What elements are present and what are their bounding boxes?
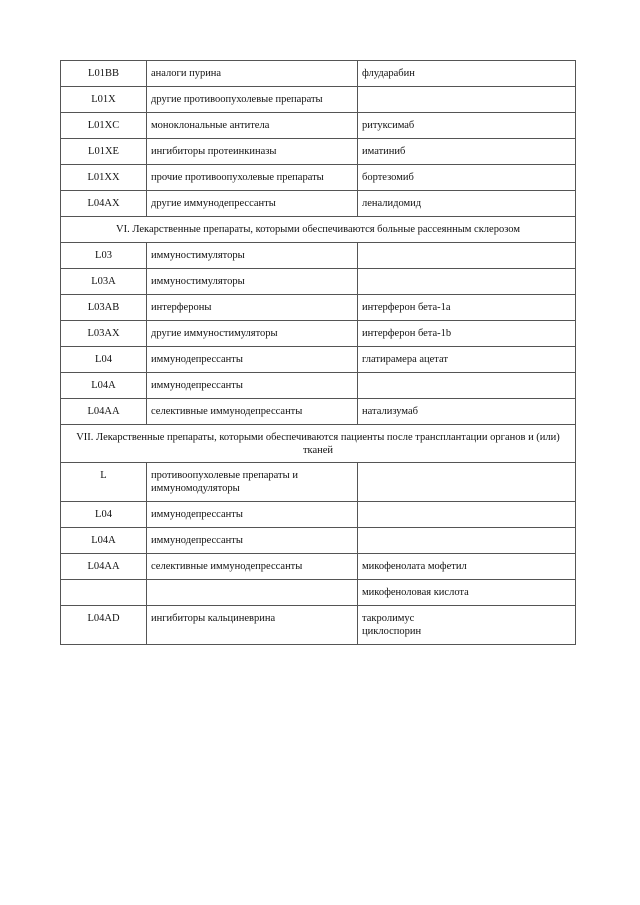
drug-name-cell <box>358 502 576 528</box>
table-row <box>61 528 576 554</box>
table-row <box>61 243 576 269</box>
drug-name-cell <box>358 528 576 554</box>
table-row <box>61 321 576 347</box>
atc-code-cell: L03 <box>61 243 147 269</box>
table-row <box>61 269 576 295</box>
drug-name: глатирамера ацетат <box>362 354 448 365</box>
document-page <box>60 60 576 645</box>
drug-name-cell <box>358 347 576 373</box>
drug-name: интерферон бета-1a <box>362 302 451 313</box>
pharmacological-group-cell: интерфероны <box>147 295 358 321</box>
pharmacological-group-cell: противоопухолевые препараты и иммуномодуляторы <box>147 463 358 502</box>
atc-code-cell: L04A <box>61 373 147 399</box>
table-row <box>61 87 576 113</box>
pharmacological-group-cell: иммуностимуляторы <box>147 269 358 295</box>
table-row <box>61 554 576 580</box>
table-row <box>61 373 576 399</box>
drug-name-cell <box>358 554 576 580</box>
drug-name: интерферон бета-1b <box>362 328 452 339</box>
section-title: VII. Лекарственные препараты, которыми обеспечиваются пациенты после трансплантации органов и (или) тканей <box>61 425 576 463</box>
drug-name-cell <box>358 139 576 165</box>
drug-name: ритуксимаб <box>362 120 415 131</box>
table-row <box>61 347 576 373</box>
drug-name-cell <box>358 580 576 606</box>
pharmacological-group-cell: иммуностимуляторы <box>147 243 358 269</box>
table-row <box>61 295 576 321</box>
pharmacological-group-cell: другие иммуностимуляторы <box>147 321 358 347</box>
pharmacological-group-cell <box>147 580 358 606</box>
pharmacological-group-cell: прочие противоопухолевые препараты <box>147 165 358 191</box>
drug-name: леналидомид <box>362 198 422 209</box>
drug-name-cell <box>358 463 576 502</box>
atc-code-cell: L04 <box>61 347 147 373</box>
table-row <box>61 502 576 528</box>
atc-code-cell: L04A <box>61 528 147 554</box>
pharmacological-group-cell: иммунодепрессанты <box>147 528 358 554</box>
atc-code-cell: L04AA <box>61 554 147 580</box>
table-row <box>61 165 576 191</box>
drug-name-cell <box>358 191 576 217</box>
pharmacological-group-cell: моноклональные антитела <box>147 113 358 139</box>
drug-name: натализумаб <box>362 406 418 417</box>
atc-code-cell: L <box>61 463 147 502</box>
drug-name-cell <box>358 399 576 425</box>
atc-code-cell: L04AA <box>61 399 147 425</box>
drug-name-cell <box>358 295 576 321</box>
atc-code-cell: L03AB <box>61 295 147 321</box>
pharmacological-group-cell: селективные иммунодепрессанты <box>147 399 358 425</box>
table-row <box>61 399 576 425</box>
pharmacological-group-cell: аналоги пурина <box>147 61 358 87</box>
atc-code-cell: L01XC <box>61 113 147 139</box>
section-header-row <box>61 217 576 243</box>
drug-name-cell <box>358 321 576 347</box>
drug-table-body <box>61 61 576 645</box>
drug-name-cell <box>358 61 576 87</box>
atc-code-cell: L01XE <box>61 139 147 165</box>
table-row <box>61 463 576 502</box>
atc-code-cell: L04AX <box>61 191 147 217</box>
drug-name-cell <box>358 113 576 139</box>
drug-name-cell <box>358 269 576 295</box>
table-row <box>61 113 576 139</box>
drug-name: бортезомиб <box>362 172 414 183</box>
atc-code-cell: L01XX <box>61 165 147 191</box>
drug-name: циклоспорин <box>362 626 422 637</box>
pharmacological-group-cell: ингибиторы протеинкиназы <box>147 139 358 165</box>
atc-code-cell: L03AX <box>61 321 147 347</box>
drug-name-cell <box>358 373 576 399</box>
pharmacological-group-cell: иммунодепрессанты <box>147 347 358 373</box>
drug-name: микофенолата мофетил <box>362 561 467 572</box>
drug-name-cell <box>358 243 576 269</box>
pharmacological-group-cell: другие иммунодепрессанты <box>147 191 358 217</box>
pharmacological-group-cell: селективные иммунодепрессанты <box>147 554 358 580</box>
atc-code-cell <box>61 580 147 606</box>
pharmacological-group-cell: иммунодепрессанты <box>147 373 358 399</box>
drug-name-cell <box>358 606 576 645</box>
table-row <box>61 61 576 87</box>
drug-name: такролимус <box>362 613 415 624</box>
drug-name: иматиниб <box>362 146 406 157</box>
drug-name-cell <box>358 165 576 191</box>
drug-table <box>60 60 576 645</box>
atc-code-cell: L04AD <box>61 606 147 645</box>
section-header-row <box>61 425 576 463</box>
table-row <box>61 191 576 217</box>
pharmacological-group-cell: иммунодепрессанты <box>147 502 358 528</box>
table-row <box>61 580 576 606</box>
pharmacological-group-cell: ингибиторы кальциневрина <box>147 606 358 645</box>
atc-code-cell: L03A <box>61 269 147 295</box>
drug-name: флударабин <box>362 68 415 79</box>
drug-name: микофеноловая кислота <box>362 587 469 598</box>
pharmacological-group-cell: другие противоопухолевые препараты <box>147 87 358 113</box>
table-row <box>61 606 576 645</box>
atc-code-cell: L01BB <box>61 61 147 87</box>
section-title: VI. Лекарственные препараты, которыми обеспечиваются больные рассеянным склерозом <box>61 217 576 243</box>
atc-code-cell: L01X <box>61 87 147 113</box>
table-row <box>61 139 576 165</box>
atc-code-cell: L04 <box>61 502 147 528</box>
drug-name-cell <box>358 87 576 113</box>
